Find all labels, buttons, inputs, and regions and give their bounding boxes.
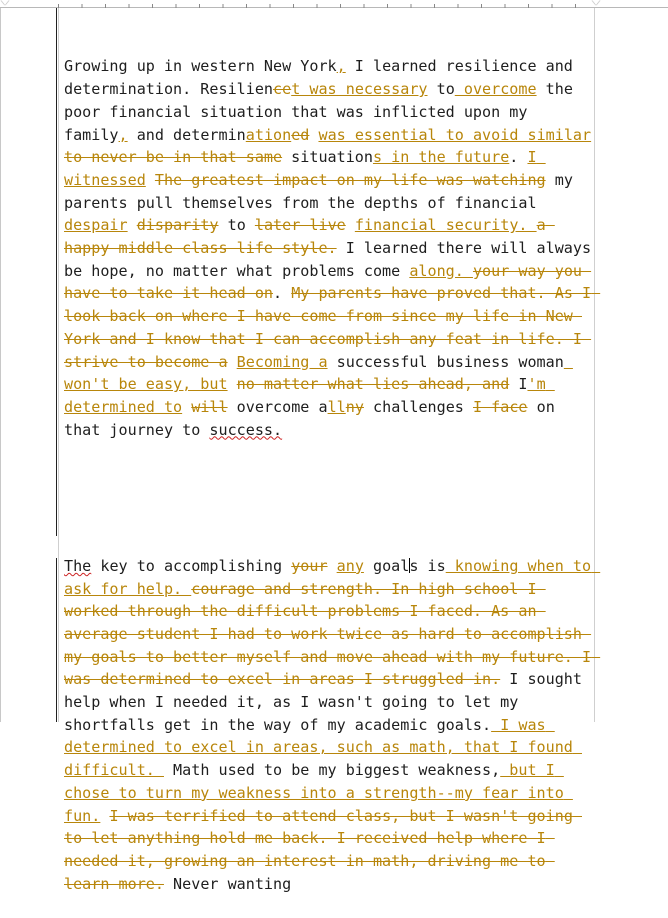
text-run[interactable]: on that journey to	[64, 397, 564, 439]
text-run[interactable]	[100, 807, 109, 825]
deleted-text[interactable]: ce	[273, 80, 292, 99]
text-run[interactable]: I learned there will always be hope, no matter what problems come	[64, 239, 601, 280]
paragraph-spacer	[64, 487, 595, 510]
deleted-text[interactable]: will	[191, 397, 228, 416]
text-run[interactable]: Math used to be my biggest weakness,	[163, 761, 501, 780]
deleted-text[interactable]: ed	[291, 125, 310, 144]
misspelled-word[interactable]: success.	[209, 420, 283, 439]
text-run[interactable]: .	[273, 284, 292, 303]
horizontal-ruler	[0, 0, 668, 8]
inserted-text[interactable]: ation	[245, 125, 292, 144]
inserted-text[interactable]: despair	[64, 216, 128, 235]
text-run[interactable]: Never wanting	[163, 874, 292, 893]
inserted-text[interactable]: ,	[336, 57, 346, 76]
text-run[interactable]: overcome a	[227, 397, 328, 416]
inserted-text[interactable]: ll	[327, 397, 346, 416]
inserted-text[interactable]: ,	[118, 125, 128, 144]
window-left-border	[0, 8, 1, 722]
inserted-text[interactable]: overcome	[454, 80, 537, 99]
text-run[interactable]	[228, 375, 237, 393]
inserted-text[interactable]: but I chose to turn my weakness into a strength--my fear into fun.	[64, 761, 573, 825]
text-run[interactable]	[146, 171, 155, 189]
text-run[interactable]: and determin	[127, 125, 246, 144]
inserted-text[interactable]: t was necessary	[291, 80, 428, 99]
deleted-text[interactable]: disparity	[136, 216, 219, 235]
paragraph-2[interactable]	[64, 555, 601, 896]
deleted-text[interactable]: your way you have to take it head on	[64, 261, 592, 303]
text-run[interactable]: .	[509, 148, 528, 167]
inserted-text[interactable]: 'm determined to	[64, 375, 555, 416]
deleted-text[interactable]: later live	[254, 216, 346, 235]
misspelled-word[interactable]: The	[64, 556, 92, 575]
text-run[interactable]: the poor financial situation that was inflicted upon my family	[64, 80, 583, 144]
deleted-text[interactable]: The greatest impact on my life was watching	[154, 170, 546, 189]
text-run[interactable]: goal	[363, 556, 410, 575]
document-body[interactable]	[64, 10, 601, 918]
deleted-text[interactable]: to never be in that same	[64, 148, 283, 167]
inserted-text[interactable]: knowing when to ask for help.	[64, 556, 601, 598]
deleted-text[interactable]: your	[291, 556, 328, 575]
text-run[interactable]	[228, 353, 237, 371]
deleted-text[interactable]: ny	[345, 397, 364, 416]
text-run[interactable]: to	[218, 216, 255, 235]
inserted-text[interactable]: was essential to avoid similar	[318, 125, 592, 144]
text-run[interactable]: Growing up in western New York	[64, 57, 337, 76]
inserted-text[interactable]: I was determined to excel in areas, such as math, that I found difficult.	[64, 715, 582, 780]
text-run[interactable]: my parents pull themselves from the depths of financial	[64, 170, 582, 212]
change-bar	[56, 558, 57, 722]
text-run[interactable]: I	[509, 375, 528, 394]
right-indent-marker-icon[interactable]	[592, 0, 600, 5]
text-run[interactable]	[591, 126, 600, 144]
text-run[interactable]: key to accomplishing	[91, 556, 292, 575]
inserted-text[interactable]: any	[336, 556, 364, 575]
text-run[interactable]	[346, 216, 355, 234]
inserted-text[interactable]: Becoming a	[236, 352, 328, 371]
inserted-text[interactable]: I witnessed	[64, 148, 546, 189]
deleted-text[interactable]: courage and strength. In high school I worked through the difficult problems I faced. As an average student I had to work twice as hard to accomplish my goals to better myself and move ahead with my future. I was determined to excel in areas I struggled in.	[64, 579, 601, 689]
text-run[interactable]: I learned resilience and determination. Resilien	[64, 57, 582, 99]
inserted-text[interactable]: s in the future	[372, 148, 510, 167]
deleted-text[interactable]: a happy middle class life style.	[64, 216, 555, 258]
paragraph-1[interactable]	[64, 55, 601, 441]
text-run[interactable]	[328, 557, 337, 575]
text-run[interactable]: challenges	[363, 397, 473, 416]
deleted-text[interactable]: I face	[472, 397, 528, 416]
change-bar	[56, 8, 57, 536]
text-run[interactable]: s is	[409, 556, 446, 575]
text-run[interactable]	[128, 216, 137, 234]
deleted-text[interactable]: I was terrified to attend class, but I wasn't going to let anything hold me back. I received help where I needed it, growing an interest in math, driving me to learn more.	[64, 806, 582, 893]
text-run[interactable]	[182, 398, 191, 416]
text-run[interactable]: successful business woman	[327, 352, 564, 371]
left-indent-marker-icon[interactable]	[1, 0, 9, 5]
text-run[interactable]: situation	[282, 148, 373, 167]
inserted-text[interactable]: along.	[409, 261, 473, 280]
inserted-text[interactable]: won't be easy, but	[64, 352, 573, 394]
inserted-text[interactable]: financial security.	[354, 216, 537, 235]
text-run[interactable]: to	[427, 80, 455, 99]
deleted-text[interactable]: no matter what lies ahead, and	[236, 375, 510, 394]
text-run[interactable]: I sought help when I needed it, as I wasn't going to let my shortfalls get in the way of my academic goals.	[64, 670, 592, 734]
deleted-text[interactable]: My parents have proved that. As I look back on where I have come from since my life in New York and I know that I can accomplish any feat in life. I strive to become a	[64, 284, 601, 371]
